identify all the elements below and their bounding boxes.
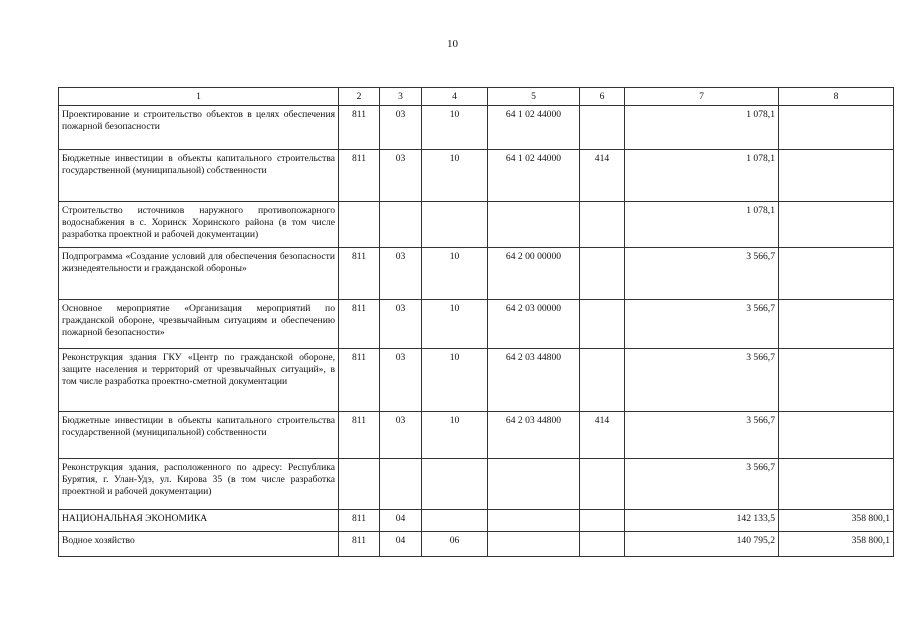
- row-cell: 10: [422, 412, 488, 459]
- row-cell: 811: [339, 106, 380, 150]
- row-cell: 10: [422, 248, 488, 300]
- header-row: [59, 88, 894, 106]
- row-cell: [339, 459, 380, 510]
- row-cell: [580, 202, 625, 248]
- header-cell: 7: [625, 88, 779, 106]
- row-cell: [580, 510, 625, 532]
- row-name-cell: Бюджетные инвестиции в объекты капитального строительства государственной (муниципальной) собственности: [59, 412, 339, 459]
- row-cell: 10: [422, 300, 488, 349]
- row-cell: [339, 202, 380, 248]
- row-name-cell: Реконструкция здания, расположенного по адресу: Республика Бурятия, г. Улан-Удэ, ул. Кирова 35 (в том числе разработка проектной и рабочей документации): [59, 459, 339, 510]
- row-cell: 64 2 00 00000: [488, 248, 580, 300]
- row-cell: [779, 248, 894, 300]
- row-cell: [580, 459, 625, 510]
- row-name-cell: Подпрограмма «Создание условий для обеспечения безопасности жизнедеятельности и гражданской обороны»: [59, 248, 339, 300]
- row-cell: [488, 459, 580, 510]
- table-row: [59, 300, 894, 349]
- row-cell: 1 078,1: [625, 150, 779, 202]
- budget-table: [58, 87, 894, 557]
- row-cell: [422, 510, 488, 532]
- row-cell: [779, 459, 894, 510]
- row-cell: 3 566,7: [625, 248, 779, 300]
- table-row: [59, 412, 894, 459]
- row-cell: 3 566,7: [625, 459, 779, 510]
- header-cell: 1: [59, 88, 339, 106]
- row-cell: [580, 248, 625, 300]
- row-cell: 1 078,1: [625, 106, 779, 150]
- table-row: [59, 532, 894, 557]
- row-cell: 1 078,1: [625, 202, 779, 248]
- row-cell: 03: [380, 349, 422, 412]
- row-cell: 03: [380, 106, 422, 150]
- row-cell: [779, 202, 894, 248]
- row-cell: 358 800,1: [779, 532, 894, 557]
- row-cell: 06: [422, 532, 488, 557]
- row-cell: 03: [380, 150, 422, 202]
- row-name-cell: Реконструкция здания ГКУ «Центр по гражданской обороне, защите населения и территорий от чрезвычайных ситуаций», в том числе разработка проектно-сметной документации: [59, 349, 339, 412]
- header-cell: 6: [580, 88, 625, 106]
- table-row: [59, 106, 894, 150]
- row-cell: 811: [339, 349, 380, 412]
- row-cell: 03: [380, 412, 422, 459]
- row-cell: 414: [580, 150, 625, 202]
- row-cell: [779, 349, 894, 412]
- table-row: [59, 202, 894, 248]
- row-cell: 64 2 03 44800: [488, 412, 580, 459]
- row-cell: 10: [422, 150, 488, 202]
- row-cell: [779, 150, 894, 202]
- row-cell: 03: [380, 248, 422, 300]
- row-cell: [580, 349, 625, 412]
- header-cell: 3: [380, 88, 422, 106]
- row-cell: 03: [380, 300, 422, 349]
- row-cell: 140 795,2: [625, 532, 779, 557]
- row-cell: 811: [339, 510, 380, 532]
- row-cell: 811: [339, 150, 380, 202]
- row-cell: [422, 202, 488, 248]
- table-row: [59, 510, 894, 532]
- row-cell: [580, 106, 625, 150]
- row-cell: [488, 532, 580, 557]
- row-cell: 3 566,7: [625, 412, 779, 459]
- row-name-cell: Водное хозяйство: [59, 532, 339, 557]
- table-row: [59, 248, 894, 300]
- row-cell: 64 1 02 44000: [488, 150, 580, 202]
- header-cell: 4: [422, 88, 488, 106]
- row-cell: [488, 202, 580, 248]
- header-cell: 8: [779, 88, 894, 106]
- row-cell: [779, 106, 894, 150]
- row-cell: 64 1 02 44000: [488, 106, 580, 150]
- row-cell: [380, 459, 422, 510]
- table-row: [59, 150, 894, 202]
- row-cell: 811: [339, 248, 380, 300]
- row-cell: 10: [422, 106, 488, 150]
- row-cell: [580, 300, 625, 349]
- row-name-cell: Основное мероприятие «Организация мероприятий по гражданской обороне, чрезвычайным ситуациям и обеспечению пожарной безопасности»: [59, 300, 339, 349]
- row-cell: 811: [339, 532, 380, 557]
- row-cell: [580, 532, 625, 557]
- row-cell: 811: [339, 300, 380, 349]
- row-cell: [488, 510, 580, 532]
- page-number: 10: [447, 38, 458, 50]
- row-cell: [422, 459, 488, 510]
- row-cell: 04: [380, 510, 422, 532]
- row-name-cell: НАЦИОНАЛЬНАЯ ЭКОНОМИКА: [59, 510, 339, 532]
- row-cell: 811: [339, 412, 380, 459]
- row-cell: 04: [380, 532, 422, 557]
- row-cell: 64 2 03 44800: [488, 349, 580, 412]
- row-cell: 414: [580, 412, 625, 459]
- header-cell: 5: [488, 88, 580, 106]
- row-cell: [380, 202, 422, 248]
- row-cell: 358 800,1: [779, 510, 894, 532]
- row-cell: 10: [422, 349, 488, 412]
- row-name-cell: Строительство источников наружного противопожарного водоснабжения в с. Хоринск Хоринского района (в том числе разработка проектной и рабочей документации): [59, 202, 339, 248]
- row-cell: [779, 300, 894, 349]
- table-row: [59, 459, 894, 510]
- row-cell: 3 566,7: [625, 300, 779, 349]
- row-name-cell: Проектирование и строительство объектов в целях обеспечения пожарной безопасности: [59, 106, 339, 150]
- row-name-cell: Бюджетные инвестиции в объекты капитального строительства государственной (муниципальной) собственности: [59, 150, 339, 202]
- row-cell: 64 2 03 00000: [488, 300, 580, 349]
- header-cell: 2: [339, 88, 380, 106]
- row-cell: [779, 412, 894, 459]
- row-cell: 142 133,5: [625, 510, 779, 532]
- row-cell: 3 566,7: [625, 349, 779, 412]
- table-row: [59, 349, 894, 412]
